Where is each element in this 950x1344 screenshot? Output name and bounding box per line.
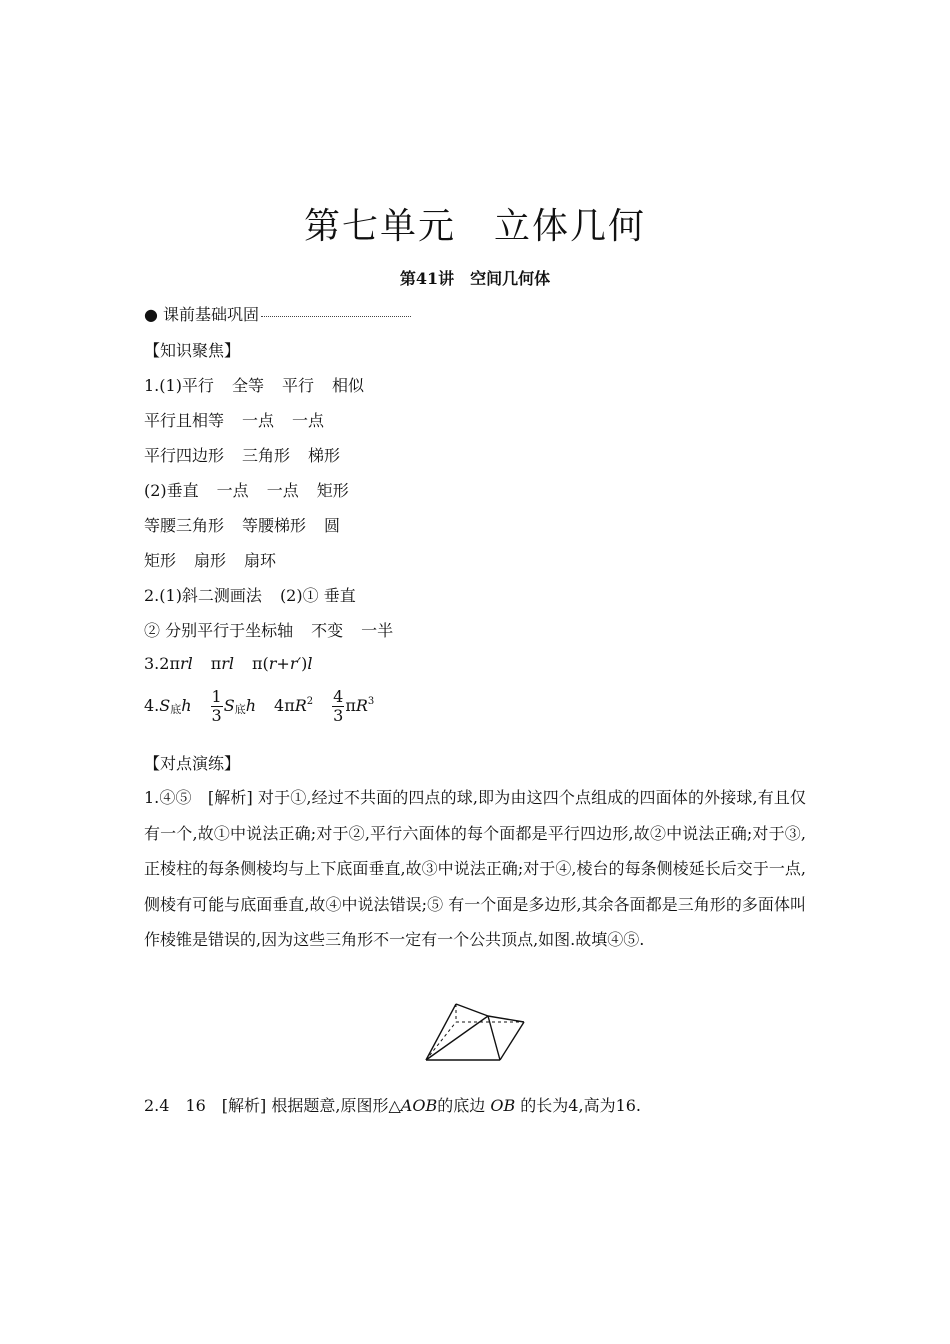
formula4-exp3: 3 [367, 696, 375, 707]
knowledge-item: 平行四边形 [144, 446, 225, 465]
frac2-den: 3 [333, 706, 344, 725]
pyramid-figure [420, 998, 530, 1064]
knowledge-item: 等腰梯形 [242, 516, 307, 535]
formula3-a: rl [179, 654, 193, 673]
answer-2 [144, 1093, 641, 1116]
answer-1: 1.④⑤ [解析] 对于①,经过不共面的四点的球,即为由这四个点组成的四面体的外接球,有且仅有一个,故①中说法正确;对于②,平行六面体的每个面都是平行四边形,故②中说法正确;对于③,正棱柱的每条侧棱均与上下底面垂直,故③中说法正确;对于④,棱台的每条侧棱延长后交于一点,侧棱有可能与底面垂直,故④中说法错误;⑤ 有一个面是多边形,其余各面都是三角形的多面体叫作棱锥是错误的,因为这些三角形不一定有一个公共顶点,如图.故填④⑤. [144, 788, 806, 949]
section-header-label: ● 课前基础巩固 [144, 305, 260, 324]
formula3-c-inner: r+r′ [268, 654, 302, 673]
formula-line-3 [144, 654, 313, 673]
edge [500, 1022, 524, 1060]
knowledge-line [144, 548, 276, 571]
fraction-one-third [211, 688, 223, 725]
formula3-c-close: ) [301, 654, 308, 673]
frac1-den: 3 [211, 706, 222, 725]
knowledge-item: 梯形 [308, 446, 341, 465]
formula4-sphere-pre: 4π [274, 696, 295, 715]
formula4-h: h [181, 696, 192, 715]
knowledge-item: 圆 [324, 516, 341, 535]
knowledge-item: 平行 [281, 376, 314, 395]
knowledge-item: 矩形 [144, 551, 177, 570]
knowledge-item: ② 分别平行于坐标轴 [144, 621, 294, 640]
formula3-prefix: 3.2π [144, 654, 180, 673]
knowledge-header: 【知识聚焦】 [144, 341, 241, 360]
knowledge-line [144, 443, 340, 466]
dotted-leader [261, 315, 411, 317]
knowledge-item: 全等 [231, 376, 264, 395]
formula4-r: R [294, 696, 307, 715]
knowledge-line [144, 373, 364, 396]
answer2-aob: AOB [400, 1096, 438, 1115]
edge [426, 1004, 456, 1060]
knowledge-item: 平行且相等 [144, 411, 225, 430]
frac2-num: 4 [333, 687, 344, 706]
knowledge-item: 扇环 [244, 551, 277, 570]
formula4-exp2: 2 [306, 696, 314, 707]
knowledge-line [144, 478, 349, 501]
practice-header: 【对点演练】 [144, 754, 241, 773]
knowledge-line [144, 513, 340, 536]
unit-title: 第七单元 立体几何 [303, 206, 646, 247]
formula3-c-pi: π( [252, 654, 269, 673]
formula4-s: S [159, 696, 171, 715]
frac1-num: 1 [211, 687, 222, 706]
formula4-sub-di: 底 [170, 703, 182, 716]
fraction-four-thirds [332, 688, 344, 725]
knowledge-item: 一点 [216, 481, 249, 500]
knowledge-item: 一点 [242, 411, 275, 430]
edge [456, 1004, 488, 1016]
lesson-title: 第41讲 空间几何体 [399, 269, 551, 288]
answer2-ob: OB [490, 1096, 516, 1115]
knowledge-item: 一点 [266, 481, 299, 500]
knowledge-item: 不变 [311, 621, 344, 640]
knowledge-item: 三角形 [242, 446, 291, 465]
knowledge-item: 矩形 [316, 481, 349, 500]
knowledge-item: 1.(1)平行 [144, 376, 214, 395]
answer2-suffix: 的长为4,高为16. [520, 1096, 642, 1115]
knowledge-line [144, 583, 356, 606]
edge [488, 1016, 500, 1060]
formula4-pi: π [345, 696, 356, 715]
knowledge-line [144, 618, 393, 641]
knowledge-item: 一点 [292, 411, 325, 430]
formula3-b-pi: π [210, 654, 222, 673]
formula3-c-l: l [307, 654, 313, 673]
formula4-sub-di2: 底 [234, 703, 246, 716]
knowledge-item: 等腰三角形 [144, 516, 225, 535]
formula4-prefix: 4. [144, 696, 160, 715]
answer2-prefix: 2.4 16 [解析] 根据题意,原图形△ [144, 1096, 401, 1115]
knowledge-item: 2.(1)斜二测画法 [144, 586, 262, 605]
edge [426, 1016, 488, 1060]
knowledge-item: 一半 [361, 621, 394, 640]
knowledge-item: (2)垂直 [144, 481, 199, 500]
section-header [144, 302, 411, 325]
formula4-r2: R [355, 696, 368, 715]
knowledge-item: 相似 [331, 376, 364, 395]
formula3-b: rl [221, 654, 235, 673]
answer2-mid: 的底边 [437, 1096, 486, 1115]
knowledge-item: (2)① 垂直 [279, 586, 356, 605]
hidden-edge [426, 1022, 456, 1060]
knowledge-line [144, 408, 324, 431]
formula4-h2: h [245, 696, 257, 715]
knowledge-item: 扇形 [194, 551, 227, 570]
edge [488, 1016, 524, 1022]
formula-line-4 [144, 688, 374, 725]
formula4-s2: S [223, 696, 235, 715]
